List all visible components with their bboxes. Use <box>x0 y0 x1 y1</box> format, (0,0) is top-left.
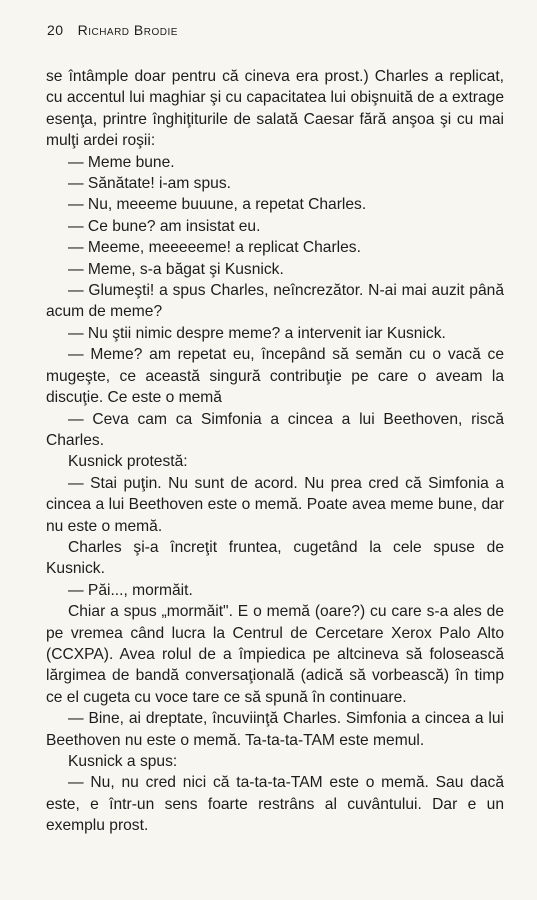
paragraph: Kusnick a spus: <box>68 753 178 770</box>
dialogue-line: — Nu ştii nimic despre meme? a intervenit iar Kusnick. <box>68 324 446 342</box>
dialogue-line: — Meme bune. <box>68 153 175 171</box>
paragraph: Chiar a spus „mormăit". E o memă (oare?) cu care s-a ales de pe vremea când lucra la Centrul de Cercetare Xerox Palo Alto (CCXPA). Avea rolul de a împiedica pe altcineva să folosească lărgimea de bandă conversaţională (adică să vorbească) în timp ce el cugeta cu voce tare ce să spună în continuare. <box>46 603 504 706</box>
paragraph: Kusnick protestă: <box>68 453 188 471</box>
dialogue-line: — Ce bune? am insistat eu. <box>68 217 261 235</box>
page-number: 20 <box>47 22 64 38</box>
dialogue-line: — Sănătate! i-am spus. <box>68 175 231 193</box>
dialogue-line: — Stai puţin. Nu sunt de acord. Nu prea cred că Simfonia a cincea a lui Beethoven este o memă. Poate avea meme bune, dar nu este o memă. <box>46 474 504 535</box>
dialogue-line: — Nu, meeeme buuune, a repetat Charles. <box>68 196 367 214</box>
author-name: Richard Brodie <box>77 22 178 38</box>
dialogue-line: — Glumeşti! a spus Charles, neîncrezător. N-ai mai auzit până acum de meme? <box>46 282 504 321</box>
dialogue-line: — Meme, s-a băgat şi Kusnick. <box>68 260 284 278</box>
body-text <box>46 66 504 837</box>
dialogue-line: — Ceva cam ca Simfonia a cincea a lui Beethoven, riscă Charles. <box>46 410 504 449</box>
running-header <box>47 22 178 38</box>
paragraph: Charles şi-a încreţit fruntea, cugetând la cele spuse de Kusnick. <box>46 538 504 578</box>
dialogue-line: — Meme? am repetat eu, începând să semăn cu o vacă ce mugeşte, ce această singură contribuţie pe care o aveam la discuţie. Ce este o memă <box>46 346 504 407</box>
dialogue-line: — Nu, nu cred nici că ta-ta-ta-TAM este o memă. Sau dacă este, e într-un sens foarte restrâns al cuvântului. Dar e un exemplu prost. <box>46 774 504 835</box>
dialogue-line: — Păi..., mormăit. <box>68 581 193 599</box>
dialogue-line: — Meeme, meeeeeme! a replicat Charles. <box>68 239 361 257</box>
paragraph: se întâmple doar pentru că cineva era prost.) Charles a replicat, cu accentul lui maghiar şi cu capacitatea lui obişnuită de a extrage esenţa, printre înghiţiturile de salată Caesar fără anşoa şi cu mai mulţi ardei roşii: <box>46 68 504 150</box>
dialogue-line: — Bine, ai dreptate, încuviinţă Charles. Simfonia a cincea a lui Beethoven nu este o memă. Ta-ta-ta-TAM este memul. <box>46 710 504 749</box>
